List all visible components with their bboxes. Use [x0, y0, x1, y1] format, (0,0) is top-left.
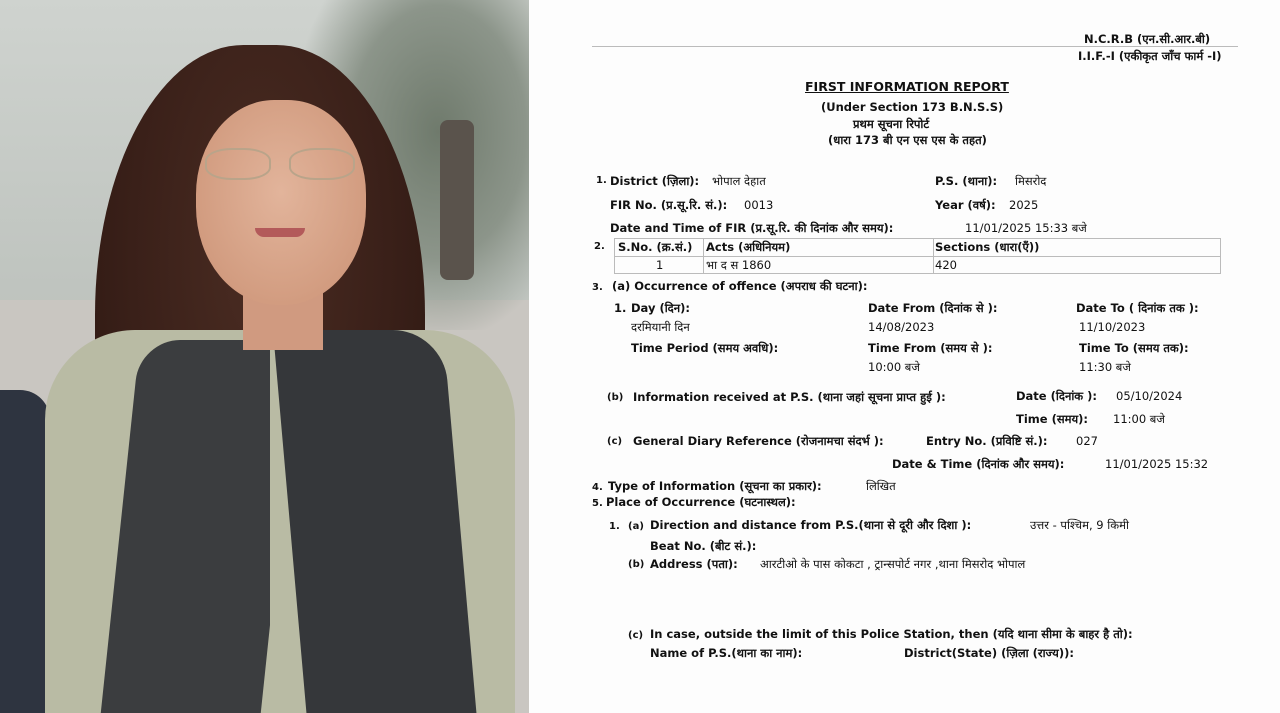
year-label: Year (वर्ष): [935, 198, 996, 212]
time-to-label: Time To (समय तक): [1079, 341, 1189, 355]
item3-number: 3. [592, 282, 603, 293]
table-header-acts: Acts (अधिनियम) [706, 240, 791, 254]
district-label: District (ज़िला): [610, 174, 700, 188]
ps-value: मिसरोद [1015, 174, 1047, 188]
person-photo [0, 0, 529, 713]
district-value: भोपाल देहात [712, 174, 766, 188]
item5a-marker: (a) [628, 521, 644, 532]
item5-number: 5. [592, 498, 603, 509]
type-of-info-label: Type of Information (सूचना का प्रकार): [608, 479, 822, 493]
year-value: 2025 [1009, 198, 1039, 212]
item2-number: 2. [594, 241, 605, 252]
time-from-value: 10:00 बजे [868, 360, 920, 374]
info-time-label: Time (समय): [1016, 412, 1089, 426]
date-from-value: 14/08/2023 [868, 320, 935, 334]
item5-sub-number: 1. [609, 521, 620, 532]
address-value: आरटीओ के पास कोकटा , ट्रान्सपोर्ट नगर ,थाना मिसरोद भोपाल [760, 557, 1026, 571]
iif-label: I.I.F.-I (एकीकृत जाँच फार्म -I) [1078, 49, 1222, 63]
gd-datetime-value: 11/01/2025 15:32 [1105, 457, 1209, 471]
ncrb-label: N.C.R.B (एन.सी.आर.बी) [1084, 32, 1211, 46]
direction-distance-value: उत्तर - पश्चिम, 9 किमी [1030, 518, 1129, 532]
date-from-label: Date From (दिनांक से ): [868, 301, 998, 315]
district-state-label: District(State) (ज़िला (राज्य)): [904, 646, 1074, 660]
fir-no-value: 0013 [744, 198, 774, 212]
fir-datetime-label: Date and Time of FIR (प्र.सू.रि. की दिनांक और समय): [610, 221, 894, 235]
item5b-marker: (b) [628, 559, 645, 570]
fir-datetime-value: 11/01/2025 15:33 बजे [965, 221, 1087, 235]
header-divider [592, 46, 1238, 47]
date-to-value: 11/10/2023 [1079, 320, 1146, 334]
item3-sub-number: 1. [614, 301, 627, 315]
date-to-label: Date To ( दिनांक तक ): [1076, 301, 1199, 315]
entry-no-value: 027 [1076, 434, 1098, 448]
glasses [205, 148, 355, 178]
entry-no-label: Entry No. (प्रविष्टि सं.): [926, 434, 1048, 448]
info-date-value: 05/10/2024 [1116, 389, 1183, 403]
document-title: FIRST INFORMATION REPORT [805, 79, 1009, 94]
title-hindi: प्रथम सूचना रिपोर्ट [853, 117, 930, 131]
info-date-label: Date (दिनांक ): [1016, 389, 1097, 403]
info-time-value: 11:00 बजे [1113, 412, 1165, 426]
address-label: Address (पता): [650, 557, 738, 571]
table-cell-act: भा द स 1860 [706, 258, 772, 272]
day-label: Day (दिन): [631, 301, 691, 315]
item1-number: 1. [596, 175, 607, 186]
fir-no-label: FIR No. (प्र.सू.रि. सं.): [610, 198, 728, 212]
item4-number: 4. [592, 482, 603, 493]
direction-distance-label: Direction and distance from P.S.(थाना से दूरी और दिशा ): [650, 518, 972, 532]
title-section-hindi: (धारा 173 बी एन एस एस के तहत) [828, 133, 987, 147]
info-received-label: Information received at P.S. (थाना जहां सूचना प्राप्त हुई ): [633, 390, 946, 404]
other-ps-name-label: Name of P.S.(थाना का नाम): [650, 646, 803, 660]
time-to-value: 11:30 बजे [1079, 360, 1131, 374]
table-header-sections: Sections (धारा(एँ)) [935, 240, 1040, 254]
item3b-marker: (b) [607, 392, 624, 403]
item3c-marker: (c) [607, 436, 623, 447]
item5c-marker: (c) [628, 630, 644, 641]
table-cell-section: 420 [935, 258, 957, 272]
beat-no-label: Beat No. (बीट सं.): [650, 539, 757, 553]
type-of-info-value: लिखित [866, 479, 896, 493]
gd-datetime-label: Date & Time (दिनांक और समय): [892, 457, 1065, 471]
outside-limit-label: In case, outside the limit of this Police Station, then (यदि थाना सीमा के बाहर है तो): [650, 627, 1133, 641]
occurrence-label: (a) Occurrence of offence (अपराध की घटना): [612, 279, 868, 293]
general-diary-label: General Diary Reference (रोजनामचा संदर्भ ): [633, 434, 884, 448]
place-of-occurrence-label: Place of Occurrence (घटनास्थल): [606, 495, 796, 509]
day-value: दरमियानी दिन [631, 320, 690, 334]
time-period-label: Time Period (समय अवधि): [631, 341, 779, 355]
time-from-label: Time From (समय से ): [868, 341, 993, 355]
table-cell-sno: 1 [656, 258, 664, 272]
table-header-sno: S.No. (क्र.सं.) [618, 240, 693, 254]
ps-label: P.S. (थाना): [935, 174, 998, 188]
title-section: (Under Section 173 B.N.S.S) [821, 100, 1004, 114]
